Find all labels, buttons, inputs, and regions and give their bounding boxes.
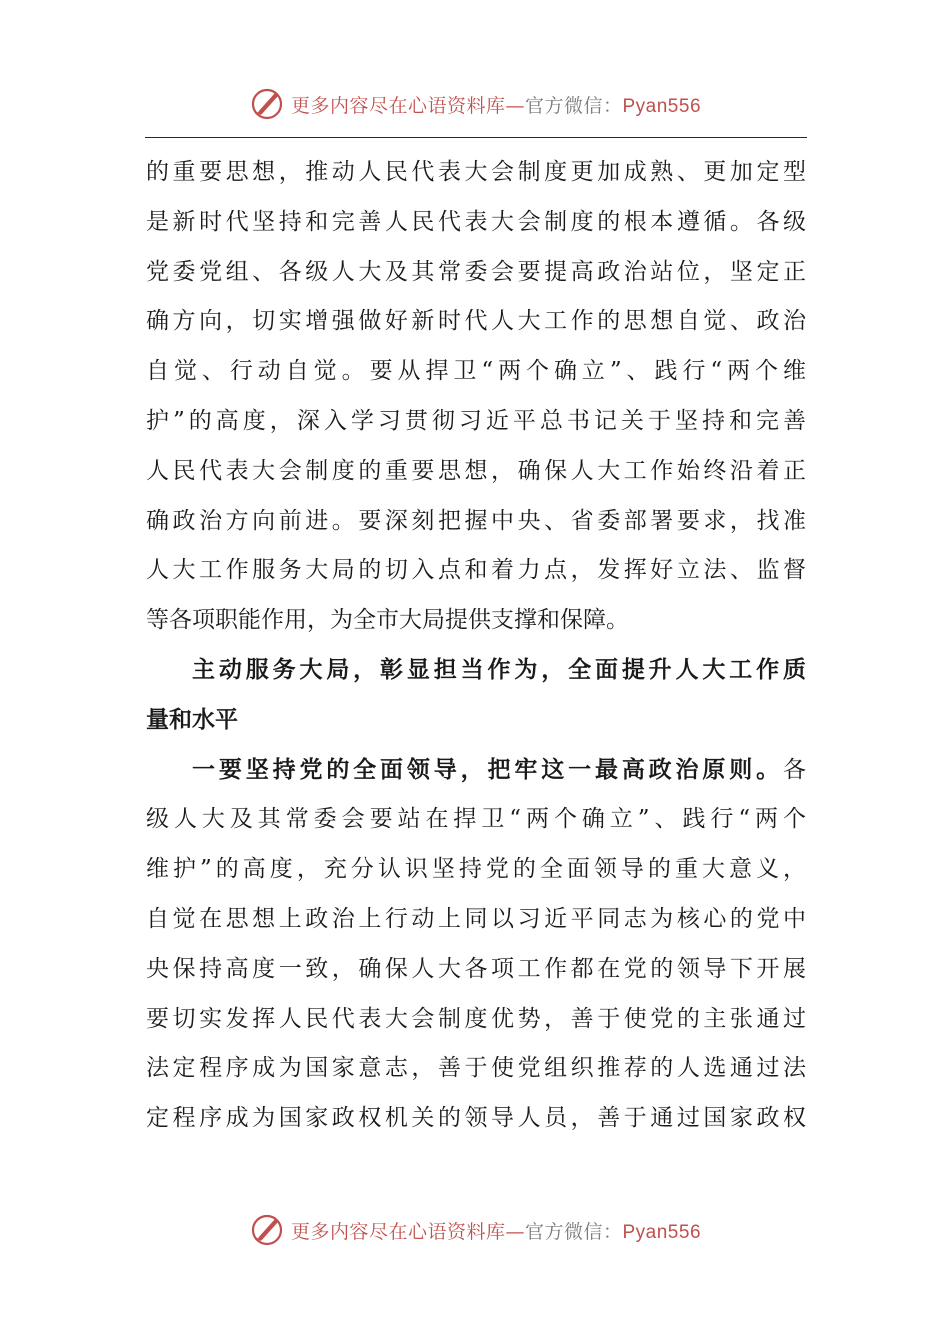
body-line: 自觉、行动自觉。要从捍卫“两个确立”、践行“两个维 <box>146 358 806 385</box>
quill-pen-logo-icon <box>249 86 285 122</box>
body-line: 级人大及其常委会要站在捍卫“两个确立”、践行“两个 <box>146 806 806 833</box>
section-heading: 主动服务大局，彰显担当作为，全面提升人大工作质 <box>192 656 806 683</box>
body-line: 人大工作服务大局的切入点和着力点，发挥好立法、监督 <box>146 557 806 584</box>
section-heading: 量和水平 <box>146 706 238 733</box>
point-1-title: 一要坚持党的全面领导，把牢这一最高政治原则。 <box>192 756 783 783</box>
body-line: 护”的高度，深入学习贯彻习近平总书记关于坚持和完善 <box>146 407 806 434</box>
body-line: 人民代表大会制度的重要思想，确保人大工作始终沿着正 <box>146 457 806 484</box>
document-body <box>146 148 806 1144</box>
body-line: 党委党组、各级人大及其常委会要提高政治站位，坚定正 <box>146 258 806 285</box>
banner-text: 更多内容尽在心语资料库—官方微信：Pyan556 <box>290 94 702 117</box>
body-line: 确方向，切实增强做好新时代人大工作的思想自觉、政治 <box>146 308 806 335</box>
quill-pen-logo-icon <box>249 1212 285 1248</box>
footer-banner <box>0 1208 950 1252</box>
body-line: 央保持高度一致，确保人大各项工作都在党的领导下开展 <box>146 955 806 982</box>
body-line: 的重要思想，推动人民代表大会制度更加成熟、更加定型 <box>146 159 806 185</box>
body-line: 确政治方向前进。要深刻把握中央、省委部署要求，找准 <box>146 507 806 534</box>
body-line: 自觉在思想上政治上行动上同以习近平同志为核心的党中 <box>146 905 806 932</box>
header-divider <box>145 137 807 138</box>
body-line: 法定程序成为国家意志，善于使党组织推荐的人选通过法 <box>146 1055 806 1082</box>
header-banner <box>0 82 950 126</box>
body-line: 等各项职能作用，为全市大局提供支撑和保障。 <box>146 607 629 634</box>
point-1-first-line <box>146 746 806 796</box>
banner-text: 更多内容尽在心语资料库—官方微信：Pyan556 <box>290 1220 702 1243</box>
body-line: 要切实发挥人民代表大会制度优势，善于使党的主张通过 <box>146 1005 806 1032</box>
body-line: 维护”的高度，充分认识坚持党的全面领导的重大意义， <box>146 856 806 883</box>
body-line: 是新时代坚持和完善人民代表大会制度的根本遵循。各级 <box>146 208 806 235</box>
body-line: 定程序成为国家政权机关的领导人员，善于通过国家政权 <box>146 1105 806 1132</box>
point-1-text: 各 <box>783 756 806 783</box>
